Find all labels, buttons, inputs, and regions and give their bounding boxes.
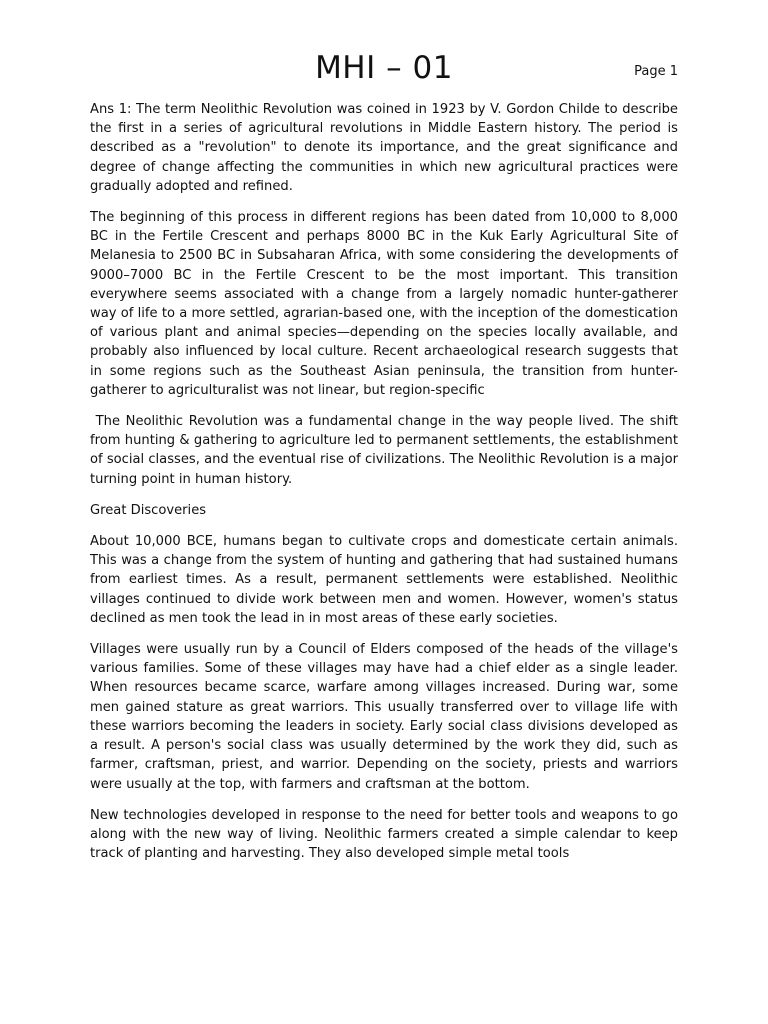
section-heading-great-discoveries: Great Discoveries	[90, 502, 207, 518]
paragraph-regional-dating: The beginning of this process in different regions has been dated from 10,000 to 8,000 BC in the Fertile Crescent and perhaps 8000 BC in the Kuk Early Agricultural Site of Melanesia to 2500 BC in Subsaharan Africa, with some considering the developments of 9000–7000 BC in the Fertile Crescent to be the most important. This transition everywhere seems associated with a change from a largely nomadic hunter-gatherer way of life to a more settled, agrarian-based one, with the inception of the domestication of various plant and animal species—depending on the species locally available, and probably also influenced by local culture. Recent archaeological research suggests that in some regions such as the Southeast Asian peninsula, the transition from hunter-gatherer to agriculturalist was not linear, but region-specific	[90, 210, 678, 398]
page-header	[0, 48, 768, 88]
paragraph-fundamental-change: The Neolithic Revolution was a fundamental change in the way people lived. The shift from hunting & gathering to agriculture led to permanent settlements, the establishment of social classes, and the eventual rise of civilizations. The Neolithic Revolution is a major turning point in human history.	[90, 414, 683, 487]
document-title: MHI – 01	[315, 50, 453, 86]
page-number: Page 1	[634, 64, 678, 79]
document-body	[90, 100, 683, 863]
paragraph-village-council: Villages were usually run by a Council of Elders composed of the heads of the village's various families. Some of these villages may have had a chief elder as a single leader. When resources became scarce, warfare among villages increased. During war, some men gained stature as great warriors. This usually transferred over to village life with these warriors becoming the leaders in society. Early social class divisions developed as a result. A person's social class was usually determined by the work they did, such as farmer, craftsman, priest, and warrior. Depending on the society, priests and warriors were usually at the top, with farmers and craftsman at the bottom.	[90, 642, 678, 792]
paragraph-cultivation: About 10,000 BCE, humans began to cultivate crops and domesticate certain animals. This was a change from the system of hunting and gathering that had sustained humans from earliest times. As a result, permanent settlements were established. Neolithic villages continued to divide work between men and women. However, women's status declined as men took the lead in in most areas of these early societies.	[90, 534, 678, 626]
paragraph-new-technologies: New technologies developed in response to the need for better tools and weapons to go along with the new way of living. Neolithic farmers created a simple calendar to keep track of planting and harvesting. They also developed simple metal tools	[90, 807, 678, 862]
paragraph-answer-intro: Ans 1: The term Neolithic Revolution was coined in 1923 by V. Gordon Childe to describe the first in a series of agricultural revolutions in Middle Eastern history. The period is described as a "revolution" to denote its importance, and the great significance and degree of change affecting the communities in which new agricultural practices were gradually adopted and refined.	[90, 102, 678, 194]
